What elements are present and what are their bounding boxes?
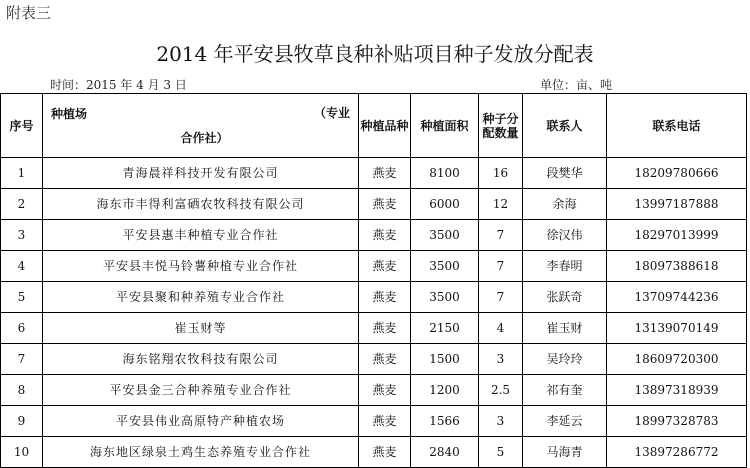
cell-seed: 12 [479, 189, 523, 220]
cell-seq: 5 [1, 282, 43, 313]
table-row [1, 251, 747, 282]
cell-seq: 7 [1, 344, 43, 375]
cell-contact: 李延云 [523, 406, 607, 437]
seed-distribution-table [0, 93, 747, 468]
cell-seq: 3 [1, 220, 43, 251]
table-row [1, 220, 747, 251]
cell-farm: 平安县伟业高原特产种植农场 [43, 406, 359, 437]
cell-seed: 7 [479, 251, 523, 282]
cell-farm: 平安县金三合种养殖专业合作社 [43, 375, 359, 406]
cell-area: 6000 [411, 189, 479, 220]
cell-contact: 吴玲玲 [523, 344, 607, 375]
cell-variety: 燕麦 [359, 220, 411, 251]
cell-area: 1500 [411, 344, 479, 375]
cell-seq: 4 [1, 251, 43, 282]
header-row [1, 94, 747, 158]
cell-variety: 燕麦 [359, 375, 411, 406]
cell-seed: 3 [479, 406, 523, 437]
cell-area: 3500 [411, 220, 479, 251]
cell-seq: 6 [1, 313, 43, 344]
cell-farm: 平安县聚和种养殖专业合作社 [43, 282, 359, 313]
cell-area: 1200 [411, 375, 479, 406]
cell-phone: 13997187888 [607, 189, 747, 220]
cell-farm: 海东铭翔农牧科技有限公司 [43, 344, 359, 375]
header-variety: 种植品种 [359, 94, 411, 158]
cell-variety: 燕麦 [359, 344, 411, 375]
cell-seed: 7 [479, 282, 523, 313]
header-farm-paren: （专业 [313, 106, 350, 120]
cell-contact: 徐汉伟 [523, 220, 607, 251]
table-row [1, 313, 747, 344]
header-farm-coop: 合作社） [180, 130, 229, 145]
cell-seed: 3 [479, 344, 523, 375]
cell-phone: 13139070149 [607, 313, 747, 344]
table-row [1, 406, 747, 437]
cell-seq: 2 [1, 189, 43, 220]
header-farm [43, 94, 359, 158]
cell-seq: 1 [1, 158, 43, 189]
cell-seed: 16 [479, 158, 523, 189]
cell-variety: 燕麦 [359, 189, 411, 220]
cell-area: 1566 [411, 406, 479, 437]
cell-variety: 燕麦 [359, 282, 411, 313]
cell-area: 3500 [411, 251, 479, 282]
cell-phone: 18097388618 [607, 251, 747, 282]
cell-seed: 5 [479, 437, 523, 468]
cell-seq: 10 [1, 437, 43, 468]
annex-label: 附表三 [6, 4, 52, 22]
table-row [1, 189, 747, 220]
cell-seq: 9 [1, 406, 43, 437]
cell-seed: 4 [479, 313, 523, 344]
cell-farm: 平安县丰悦马铃薯种植专业合作社 [43, 251, 359, 282]
cell-farm: 崔玉财等 [43, 313, 359, 344]
cell-contact: 余海 [523, 189, 607, 220]
cell-contact: 马海青 [523, 437, 607, 468]
cell-area: 8100 [411, 158, 479, 189]
cell-phone: 13897318939 [607, 375, 747, 406]
cell-seq: 8 [1, 375, 43, 406]
table-row [1, 344, 747, 375]
cell-variety: 燕麦 [359, 313, 411, 344]
cell-phone: 13709744236 [607, 282, 747, 313]
header-phone: 联系电话 [607, 94, 747, 158]
cell-phone: 18297013999 [607, 220, 747, 251]
cell-phone: 18209780666 [607, 158, 747, 189]
document-title: 2014 年平安县牧草良种补贴项目种子发放分配表 [156, 42, 594, 66]
header-contact: 联系人 [523, 94, 607, 158]
unit-text: 单位：亩、吨 [540, 78, 613, 92]
table-row [1, 158, 747, 189]
cell-phone: 18609720300 [607, 344, 747, 375]
cell-phone: 18997328783 [607, 406, 747, 437]
header-seed: 种子分配数量 [479, 94, 523, 158]
cell-area: 2840 [411, 437, 479, 468]
cell-phone: 13897286772 [607, 437, 747, 468]
cell-variety: 燕麦 [359, 437, 411, 468]
table-row [1, 375, 747, 406]
cell-variety: 燕麦 [359, 158, 411, 189]
cell-farm: 青海晨祥科技开发有限公司 [43, 158, 359, 189]
cell-contact: 李春明 [523, 251, 607, 282]
header-seq: 序号 [1, 94, 43, 158]
header-area: 种植面积 [411, 94, 479, 158]
date-text: 时间：2015 年 4 月 3 日 [50, 78, 187, 92]
cell-seed: 7 [479, 220, 523, 251]
cell-seed: 2.5 [479, 375, 523, 406]
cell-contact: 张跃奇 [523, 282, 607, 313]
cell-farm: 海东市丰得利富硒农牧科技有限公司 [43, 189, 359, 220]
cell-contact: 崔玉财 [523, 313, 607, 344]
cell-variety: 燕麦 [359, 406, 411, 437]
cell-area: 3500 [411, 282, 479, 313]
cell-contact: 段樊华 [523, 158, 607, 189]
cell-area: 2150 [411, 313, 479, 344]
cell-variety: 燕麦 [359, 251, 411, 282]
cell-farm: 海东地区绿泉土鸡生态养殖专业合作社 [43, 437, 359, 468]
cell-contact: 祁有奎 [523, 375, 607, 406]
header-farm-main: 种植场 [51, 106, 88, 121]
table-row [1, 282, 747, 313]
table-row [1, 437, 747, 468]
cell-farm: 平安县惠丰种植专业合作社 [43, 220, 359, 251]
